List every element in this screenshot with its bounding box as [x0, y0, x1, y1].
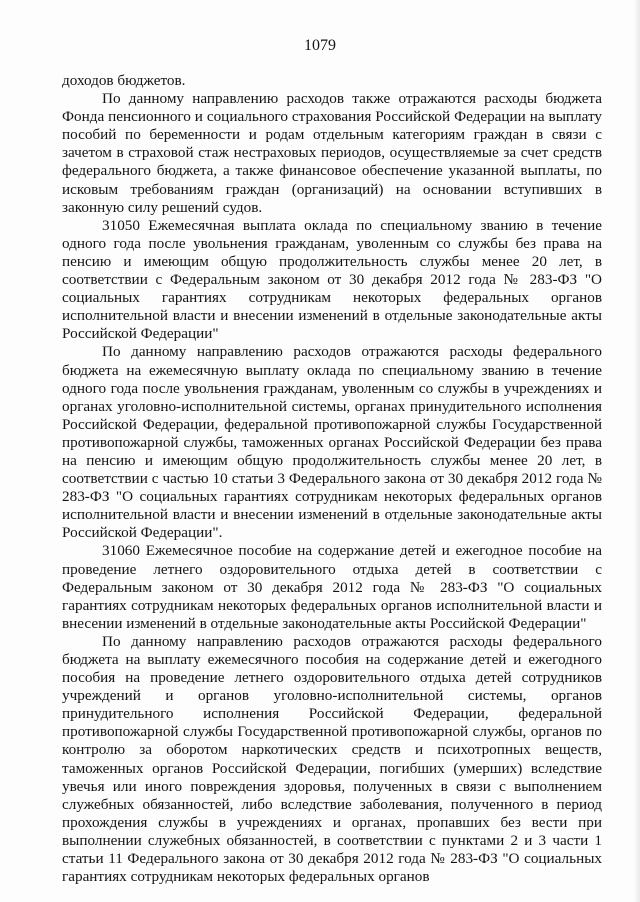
paragraph-heading-31050: 31050 Ежемесячная выплата оклада по специальному званию в течение одного года после увольнения гражданам, уволенным со службы без права на пенсию и имеющим общую продолжительность службы менее 20 лет, в соответствии с Федеральным законом от 30 декабря 2012 года № 283-ФЗ "О социальных гарантиях сотрудникам некоторых федеральных органов исполнительной власти и внесении изменений в отдельные законодательные акты Российской Федерации"	[62, 216, 602, 343]
paragraph-continuation: доходов бюджетов.	[62, 72, 186, 89]
paragraph-heading-31060: 31060 Ежемесячное пособие на содержание детей и ежегодное пособие на проведение летнего оздоровительного отдыха детей в соответствии с Федеральным законом от 30 декабря 2012 года № 283-ФЗ "О социальных гарантиях сотрудникам некоторых федеральных органов исполнительной власти и внесении изменений в отдельные законодательные акты Российской Федерации"	[62, 542, 602, 632]
page-number: 1079	[304, 37, 336, 54]
paragraph-31060-description: По данному направлению расходов отражаются расходы федерального бюджета на выплату ежемесячного пособия на содержание детей и ежегодного пособия на проведение летнего оздоровительного отдыха детей сотрудников учреждений и органов уголовно-исполнительной системы, органов принудительного исполнения Российской Федерации, федеральной противопожарной службы Государственной противопожарной службы, органов по контролю за оборотом наркотических средств и психотропных веществ, таможенных органов Российской Федерации, погибших (умерших) вследствие увечья или иного повреждения здоровья, полученных в связи с выполнением служебных обязанностей, либо вследствие заболевания, полученного в период прохождения службы в учреждениях и органах, пропавших без вести при выполнении служебных обязанностей, в соответствии с пунктами 2 и 3 части 1 статьи 11 Федерального закона от 30 декабря 2012 года № 283-ФЗ "О социальных гарантиях сотрудникам некоторых федеральных органов	[62, 632, 602, 886]
document-body	[62, 72, 602, 886]
paragraph-31050-description: По данному направлению расходов отражаются расходы федерального бюджета на ежемесячную выплату оклада по специальному званию в течение одного года после увольнения гражданам, уволенным со службы в учреждениях и органах уголовно-исполнительной системы, органах принудительного исполнения Российской Федерации, федеральной противопожарной службы Государственной противопожарной службы, таможенных органах Российской Федерации без права на пенсию и имеющим общую продолжительность службы менее 20 лет, в соответствии с частью 10 статьи 3 Федерального закона от 30 декабря 2012 года № 283-ФЗ "О социальных гарантиях сотрудникам некоторых федеральных органов исполнительной власти и внесении изменений в отдельные законодательные акты Российской Федерации".	[62, 343, 602, 542]
paragraph-pension-fund-expenses: По данному направлению расходов также отражаются расходы бюджета Фонда пенсионного и социального страхования Российской Федерации на выплату пособий по беременности и родам отдельным категориям граждан в связи с зачетом в страховой стаж нестраховых периодов, осуществляемые за счет средств федерального бюджета, а также финансовое обеспечение указанной выплаты, по исковым требованиям граждан (организаций) на основании вступивших в законную силу решений судов.	[62, 90, 602, 216]
scan-edge-shadow	[634, 0, 640, 902]
